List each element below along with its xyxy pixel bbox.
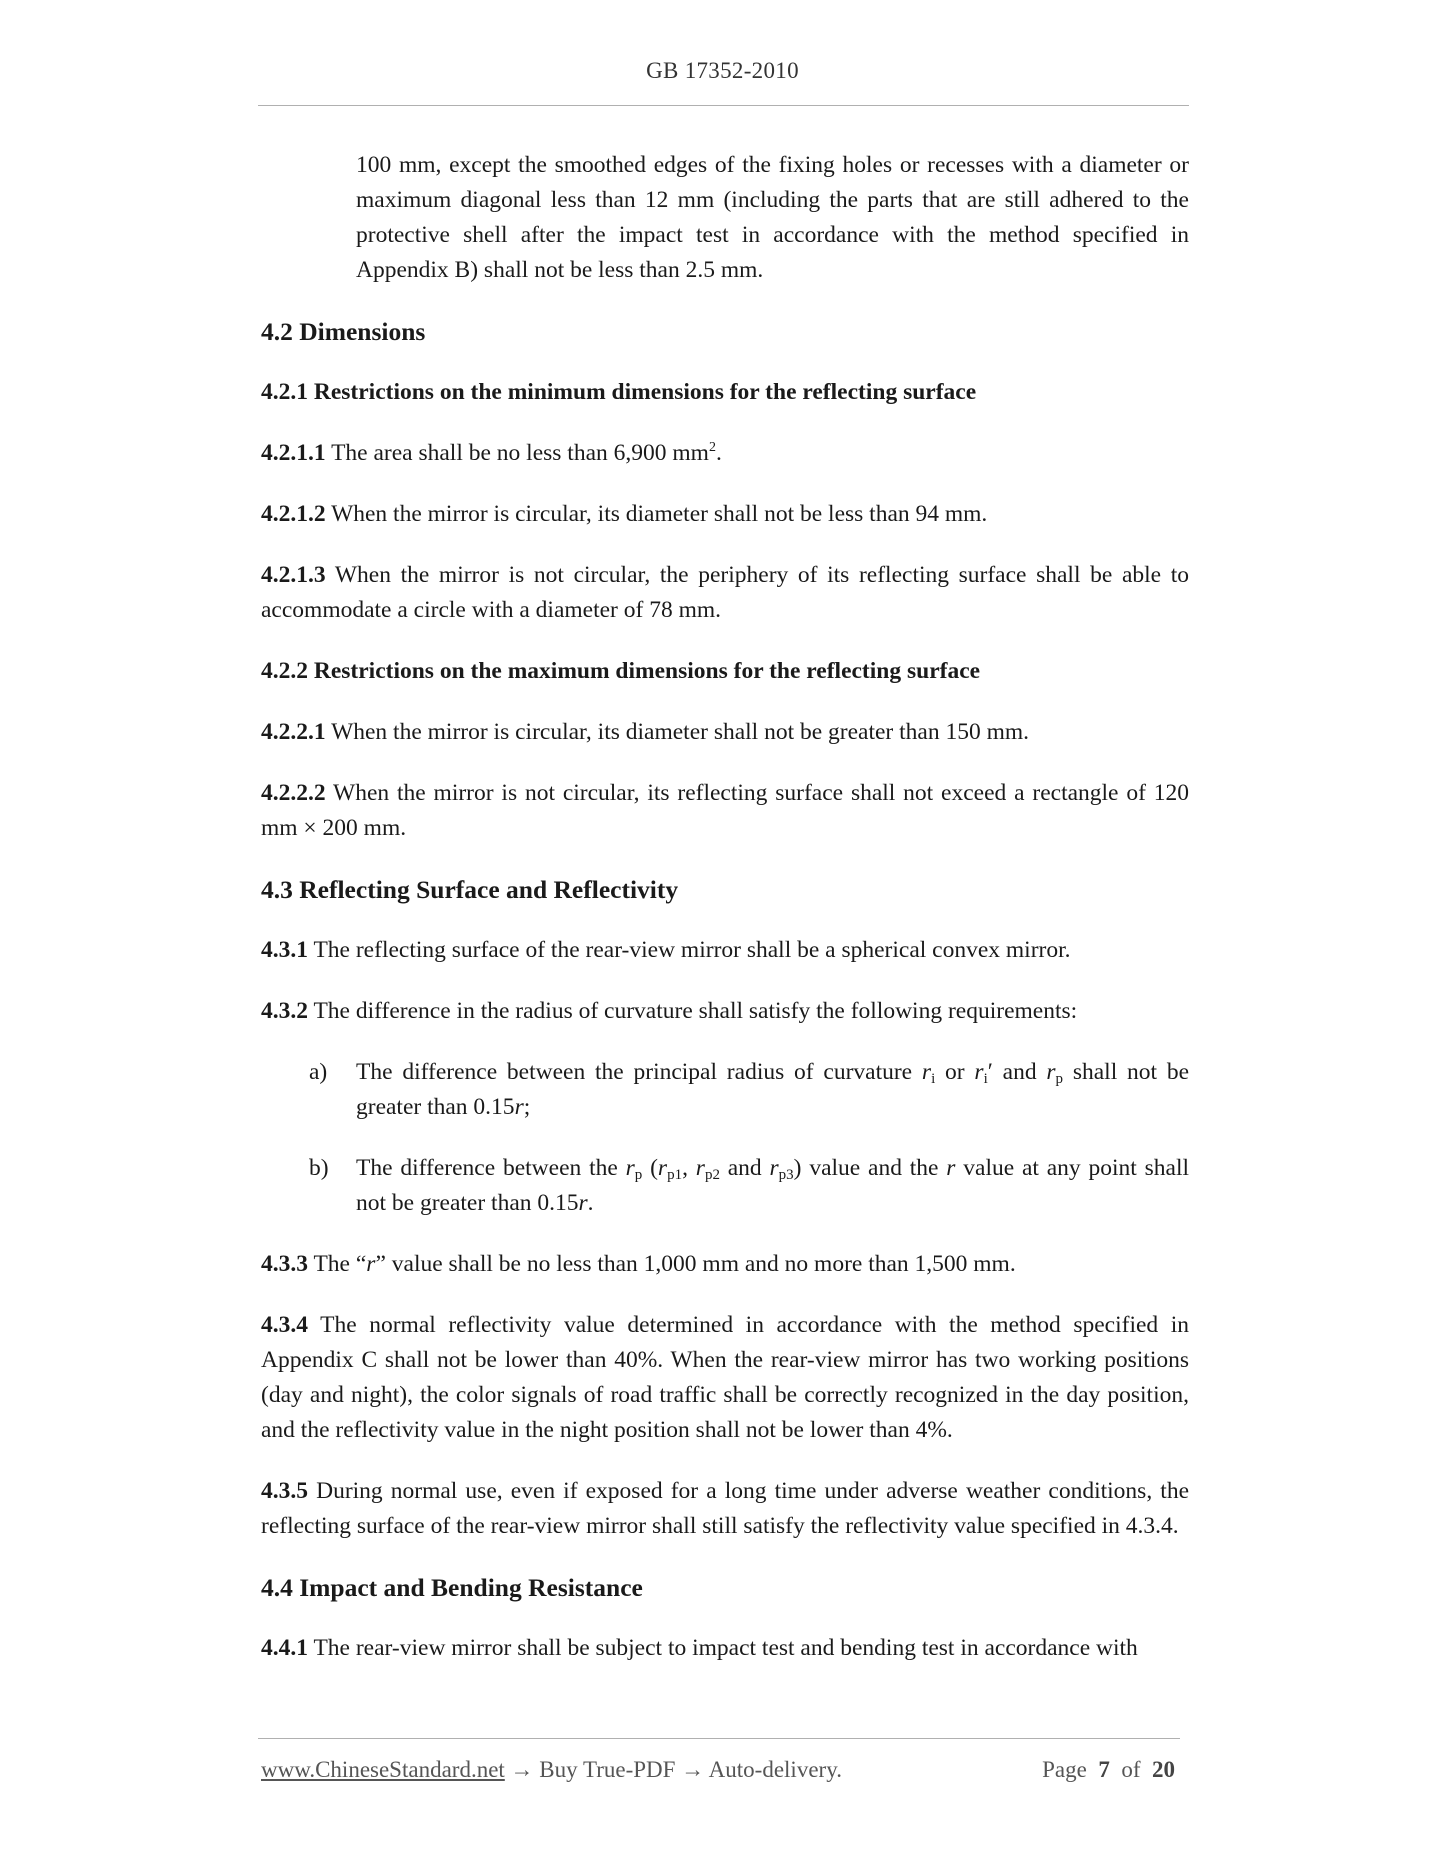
subsection-heading-4-2-1: 4.2.1 Restrictions on the minimum dimensions for the reflecting surface [261, 379, 977, 405]
clause-4-2-2-1 [261, 715, 1189, 750]
clause-text: When the mirror is not circular, its reflecting surface shall not exceed a rectangle of 120 mm × 200 mm. [261, 780, 1189, 841]
superscript: 2 [708, 440, 716, 455]
clause-text-end: . [715, 440, 722, 466]
buy-pdf-text: Buy True-PDF [539, 1757, 676, 1782]
clause-text: During normal use, even if exposed for a long time under adverse weather conditions, the reflecting surface of the rear-view mirror shall still satisfy the reflectivity value specified in 4.3.4. [261, 1478, 1189, 1539]
section-heading-4-3: 4.3 Reflecting Surface and Reflectivity [261, 875, 679, 904]
subscript: p2 [704, 1167, 720, 1183]
subscript: p1 [667, 1167, 683, 1183]
clause-4-2-1-1 [261, 436, 1189, 471]
clause-text: The area shall be no less than 6,900 mm [325, 440, 709, 466]
text-run: ( [642, 1155, 658, 1181]
symbol-r: r [625, 1155, 635, 1181]
page-header-title: GB 17352-2010 [646, 58, 799, 83]
clause-text: When the mirror is circular, its diameter shall not be less than 94 mm. [325, 501, 988, 527]
symbol-r: r [366, 1251, 376, 1277]
page-footer [261, 1757, 1181, 1783]
clause-number: 4.3.4 [261, 1312, 308, 1338]
list-item-label: b) [309, 1155, 329, 1181]
subscript: p [634, 1167, 643, 1183]
clause-number: 4.2.1.1 [261, 440, 326, 466]
section-heading-4-2: 4.2 Dimensions [261, 317, 426, 346]
clause-4-2-1-2 [261, 497, 1189, 532]
text-run: The difference between the principal radius of curvature [356, 1059, 922, 1085]
list-item-b [261, 1151, 1189, 1221]
page-label: Page [1042, 1757, 1087, 1782]
clause-4-3-4 [261, 1308, 1189, 1448]
clause-4-4-1 [261, 1631, 1189, 1666]
clause-number: 4.2.1.2 [261, 501, 326, 527]
arrow-icon: → [510, 1757, 534, 1782]
text-run: The difference between the [356, 1155, 626, 1181]
clause-number: 4.2.2.1 [261, 719, 326, 745]
text-run: and [719, 1155, 770, 1181]
clause-text-end: ” value shall be no less than 1,000 mm and no more than 1,500 mm. [375, 1251, 1016, 1277]
text-run: and [992, 1059, 1047, 1085]
symbol-r: r [921, 1059, 932, 1085]
text-run: ) value and the [793, 1155, 947, 1181]
clause-text: The “ [308, 1251, 367, 1277]
symbol-r: r [578, 1190, 588, 1216]
symbol-r: r [514, 1094, 524, 1120]
page-number [1042, 1757, 1175, 1783]
arrow-icon: → [681, 1757, 705, 1782]
footer-divider [258, 1738, 1180, 1739]
subscript: p3 [778, 1167, 794, 1183]
subscript: p [1055, 1071, 1064, 1087]
header-divider [258, 105, 1189, 106]
prime-mark: ′ [987, 1059, 993, 1085]
list-item-a [261, 1055, 1189, 1125]
clause-4-3-2 [261, 994, 1189, 1029]
symbol-r: r [695, 1155, 705, 1181]
clause-number: 4.4.1 [261, 1635, 308, 1661]
clause-4-2-1-3 [261, 558, 1189, 628]
current-page: 7 [1098, 1757, 1110, 1782]
clause-text: When the mirror is circular, its diameter shall not be greater than 150 mm. [325, 719, 1030, 745]
total-pages: 20 [1152, 1757, 1175, 1782]
clause-number: 4.3.3 [261, 1251, 308, 1277]
symbol-r: r [769, 1155, 779, 1181]
text-run: or [935, 1059, 975, 1085]
text-run: ; [523, 1094, 531, 1120]
clause-text: When the mirror is not circular, the periphery of its reflecting surface shall be able to accommodate a circle with a diameter of 78 mm. [261, 562, 1189, 623]
of-label: of [1121, 1757, 1141, 1782]
clause-number: 4.2.1.3 [261, 562, 326, 588]
subsection-heading-4-2-2: 4.2.2 Restrictions on the maximum dimensions for the reflecting surface [261, 658, 981, 684]
document-body [261, 148, 1189, 1692]
text-run: . [587, 1190, 594, 1216]
section-heading-4-4: 4.4 Impact and Bending Resistance [261, 1573, 643, 1602]
list-item-text [356, 1055, 1189, 1125]
symbol-r: r [946, 1155, 956, 1181]
clause-text: The rear-view mirror shall be subject to impact test and bending test in accordance with [308, 1635, 1138, 1661]
clause-text: The difference in the radius of curvature shall satisfy the following requirements: [308, 998, 1078, 1024]
clause-text: The normal reflectivity value determined in accordance with the method specified in Appendix C shall not be lower than 40%. When the rear-view mirror has two working positions (day and night), the color signals of road traffic shall be correctly recognized in the day position, and the reflectivity value in the night position shall not be lower than 4%. [261, 1312, 1189, 1443]
list-item-label: a) [309, 1059, 328, 1085]
clause-number: 4.3.1 [261, 937, 308, 963]
text-run: shall not be greater than 0.15 [356, 1059, 1190, 1120]
clause-4-3-5 [261, 1474, 1189, 1544]
text-run: value at any point shall not be greater than 0.15 [356, 1155, 1190, 1216]
clause-4-2-2-2 [261, 776, 1189, 846]
text-run: , [682, 1155, 696, 1181]
list-item-text [356, 1151, 1189, 1221]
delivery-text: Auto-delivery. [708, 1757, 842, 1782]
symbol-r: r [1046, 1059, 1056, 1085]
subscript: i [983, 1071, 988, 1087]
continued-paragraph: 100 mm, except the smoothed edges of the fixing holes or recesses with a diameter or maximum diagonal less than 12 mm (including the parts that are still adhered to the protective shell after the impact test in accordance with the method specified in Appendix B) shall not be less than 2.5 mm. [356, 152, 1189, 283]
symbol-r: r [974, 1059, 984, 1085]
clause-text: The reflecting surface of the rear-view mirror shall be a spherical convex mirror. [308, 937, 1071, 963]
symbol-r: r [657, 1155, 668, 1181]
clause-4-3-1 [261, 933, 1189, 968]
site-link[interactable]: www.ChineseStandard.net [261, 1757, 505, 1782]
clause-4-3-3 [261, 1247, 1189, 1282]
subscript: i [931, 1071, 936, 1087]
clause-number: 4.3.5 [261, 1478, 308, 1504]
clause-number: 4.2.2.2 [261, 780, 326, 806]
clause-number: 4.3.2 [261, 998, 308, 1024]
